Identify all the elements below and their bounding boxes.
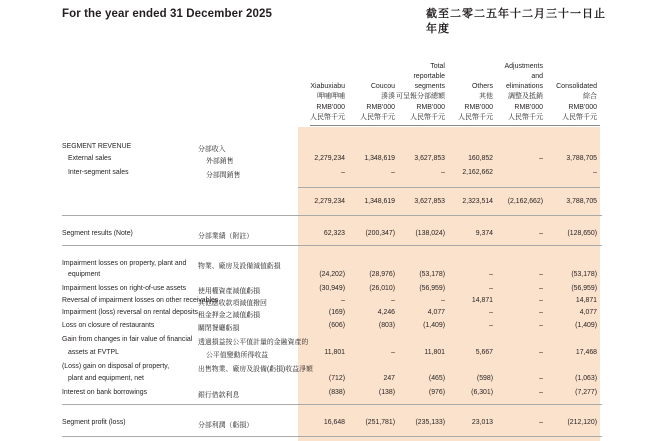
row-label-en: Impairment losses on right-of-use assets (62, 285, 187, 292)
row-label-en: External sales (68, 155, 112, 162)
table-row (62, 271, 602, 281)
cell-value: – (341, 169, 345, 176)
cell-value: 11,801 (324, 349, 345, 356)
cell-value: – (391, 297, 395, 304)
table-row (62, 363, 602, 373)
cell-value: 2,279,234 (314, 198, 345, 205)
row-label-zh: 關閉餐廳虧損 (198, 325, 240, 332)
row-label-zh: 分部利潤（虧損） (198, 422, 254, 429)
cell-value: (28,976) (369, 271, 395, 278)
column-header-line: Total (430, 62, 445, 70)
cell-value: (2,162,662) (507, 198, 543, 205)
row-label-en: Segment profit (loss) (62, 419, 126, 426)
row-label-en: Segment results (Note) (62, 230, 133, 237)
cell-value: 2,279,234 (314, 155, 345, 162)
cell-value: (6,301) (471, 389, 493, 396)
column-header-line: 人民幣千元 (310, 113, 345, 121)
cell-value: (235,133) (415, 419, 445, 426)
column-header-line: Xiabuxiabu (310, 83, 345, 91)
cell-value: (598) (476, 375, 493, 382)
cell-value: – (489, 322, 493, 329)
column-header-line: 其他 (479, 93, 493, 101)
cell-value: 2,323,514 (462, 198, 493, 205)
row-label-en: plant and equipment, net (68, 375, 144, 382)
cell-value: (26,010) (369, 285, 395, 292)
cell-value: (465) (428, 375, 445, 382)
cell-value: 23,013 (471, 419, 493, 426)
page-title-zh: 截至二零二五年十二月三十一日止年度 (426, 8, 606, 35)
cell-value: 16,648 (323, 419, 345, 426)
table-row (62, 389, 602, 399)
cell-value: (712) (328, 375, 345, 382)
section-rule (62, 215, 602, 216)
row-label-en: Interest on bank borrowings (62, 389, 148, 396)
column-header-line: Others (471, 83, 493, 91)
cell-value: 14,871 (575, 297, 597, 304)
column-header-line: 人民幣千元 (508, 113, 543, 121)
column-header-line: 人民幣千元 (360, 113, 395, 121)
cell-value: – (441, 169, 445, 176)
cell-value: (56,959) (419, 285, 445, 292)
row-label-zh: 銀行借款利息 (198, 392, 240, 399)
column-header-line: RMB'000 (568, 103, 597, 111)
cell-value: 160,852 (468, 155, 493, 162)
row-label-zh: 透過損益按公平值計量的金融資產的 (198, 339, 309, 346)
cell-value: (138,024) (415, 230, 445, 237)
cell-value: (200,347) (365, 230, 395, 237)
cell-value: – (539, 349, 543, 356)
row-label-zh: 其他應收款項減值撥回 (198, 300, 267, 307)
cell-value: 9,374 (475, 230, 493, 237)
cell-value: 4,246 (377, 309, 395, 316)
cell-value: – (539, 419, 543, 426)
column-header-line: RMB'000 (366, 103, 395, 111)
cell-value: (212,120) (567, 419, 597, 426)
column-header-line: 呷哺呷哺 (317, 93, 345, 101)
cell-value: 2,162,662 (462, 169, 493, 176)
cell-value: 3,627,853 (414, 155, 445, 162)
table-row (62, 375, 602, 385)
row-label-zh: 出售物業、廠房及設備(虧損)收益淨額 (198, 366, 313, 373)
column-header-line: reportable (413, 73, 445, 80)
cell-value: 4,077 (579, 309, 597, 316)
cell-value: – (489, 271, 493, 278)
column-header-line: RMB'000 (416, 103, 445, 111)
cell-value: (24,202) (319, 271, 345, 278)
row-label-en: assets at FVTPL (68, 349, 119, 356)
column-header-line: 調整及抵銷 (508, 93, 543, 101)
column-header-line: Coucou (370, 83, 395, 91)
cell-value: (1,409) (575, 322, 597, 329)
cell-value: (1,409) (423, 322, 445, 329)
cell-value: (606) (328, 322, 345, 329)
cell-value: (56,959) (571, 285, 597, 292)
cell-value: – (539, 389, 543, 396)
column-header-line: 人民幣千元 (458, 113, 493, 121)
cell-value: (138) (378, 389, 395, 396)
table-row (62, 336, 602, 346)
row-label-zh: 外部銷售 (206, 158, 234, 165)
table-row (62, 419, 602, 429)
cell-value: – (539, 271, 543, 278)
table-row (62, 285, 602, 295)
table-row (62, 309, 602, 319)
column-header-line: 人民幣千元 (410, 113, 445, 121)
cell-value: (128,650) (567, 230, 597, 237)
cell-value: (7,277) (575, 389, 597, 396)
row-label-en: Impairment (loss) reversal on rental deposits (62, 309, 198, 316)
column-header-line: segments (414, 83, 445, 91)
cell-value: 3,788,705 (566, 198, 597, 205)
cell-value: 11,801 (424, 349, 445, 356)
section-rule (62, 436, 602, 437)
row-label-en: Gain from changes in fair value of financial (62, 336, 193, 343)
section-rule (62, 404, 602, 405)
table-row (62, 230, 602, 240)
row-label-en: Loss on closure of restaurants (62, 322, 155, 329)
column-header-consolidated (517, 82, 597, 123)
column-header-line: 綜合 (583, 93, 597, 101)
table-row (62, 322, 602, 332)
cell-value: 3,788,705 (566, 155, 597, 162)
table-row (62, 198, 602, 208)
row-label-zh: 分部收入 (198, 146, 226, 153)
cell-value: (803) (378, 322, 395, 329)
cell-value: 247 (383, 375, 395, 382)
column-header-line: 可呈報分部總額 (396, 93, 445, 101)
row-label-en: SEGMENT REVENUE (62, 143, 132, 150)
row-label-en: Impairment losses on property, plant and (62, 260, 187, 267)
cell-value: – (341, 297, 345, 304)
table-row (62, 349, 602, 359)
column-header-line: and (531, 73, 543, 80)
table-row (62, 169, 602, 179)
row-label-en: Reversal of impairment losses on other receivables (62, 297, 219, 304)
cell-value: (976) (428, 389, 445, 396)
column-header-line: RMB'000 (316, 103, 345, 111)
subtotal-rule (298, 187, 600, 188)
column-header-line: 湊湊 (381, 93, 395, 101)
cell-value: – (539, 155, 543, 162)
column-header-line: RMB'000 (514, 103, 543, 111)
row-label-en: Inter-segment sales (68, 169, 129, 176)
cell-value: 3,627,853 (414, 198, 445, 205)
cell-value: – (441, 297, 445, 304)
row-label-zh: 物業、廠房及設備減值虧損 (198, 263, 281, 270)
column-header-line: RMB'000 (464, 103, 493, 111)
cell-value: – (539, 297, 543, 304)
cell-value: 4,077 (427, 309, 445, 316)
cell-value: – (489, 285, 493, 292)
row-label-zh: 分部間銷售 (206, 172, 241, 179)
row-label-en: equipment (68, 271, 101, 278)
cell-value: – (539, 322, 543, 329)
table-row (62, 260, 602, 270)
cell-value: – (539, 309, 543, 316)
cell-value: – (391, 169, 395, 176)
header-rule (310, 125, 600, 126)
column-header-line: eliminations (506, 83, 543, 91)
cell-value: (1,063) (575, 375, 597, 382)
row-label-zh: 使用權資產減值虧損 (198, 288, 261, 295)
page-title-en: For the year ended 31 December 2025 (62, 8, 272, 20)
cell-value: (251,781) (365, 419, 395, 426)
cell-value: – (391, 349, 395, 356)
cell-value: (30,949) (319, 285, 345, 292)
column-header-line: Adjustments (504, 62, 543, 70)
cell-value: 5,667 (475, 349, 493, 356)
cell-value: (53,178) (419, 271, 445, 278)
table-row (62, 143, 602, 153)
row-label-en: (Loss) gain on disposal of property, (62, 363, 170, 370)
cell-value: 62,323 (323, 230, 345, 237)
cell-value: (53,178) (571, 271, 597, 278)
cell-value: (838) (328, 389, 345, 396)
cell-value: – (539, 230, 543, 237)
cell-value: – (489, 309, 493, 316)
row-label-zh: 分部業績（附註） (198, 233, 254, 240)
table-row (62, 155, 602, 165)
cell-value: 17,468 (575, 349, 597, 356)
cell-value: – (539, 285, 543, 292)
cell-value: – (593, 169, 597, 176)
row-label-zh: 公平值變動所得收益 (206, 352, 269, 359)
cell-value: 1,348,619 (364, 155, 395, 162)
column-header-line: 人民幣千元 (562, 113, 597, 121)
row-label-zh: 租金押金之減值虧損 (198, 312, 261, 319)
table-row (62, 297, 602, 307)
cell-value: 14,871 (471, 297, 493, 304)
cell-value: 1,348,619 (364, 198, 395, 205)
column-header-line: Consolidated (556, 83, 597, 91)
cell-value: (169) (328, 309, 345, 316)
cell-value: – (539, 375, 543, 382)
section-rule (62, 245, 602, 246)
